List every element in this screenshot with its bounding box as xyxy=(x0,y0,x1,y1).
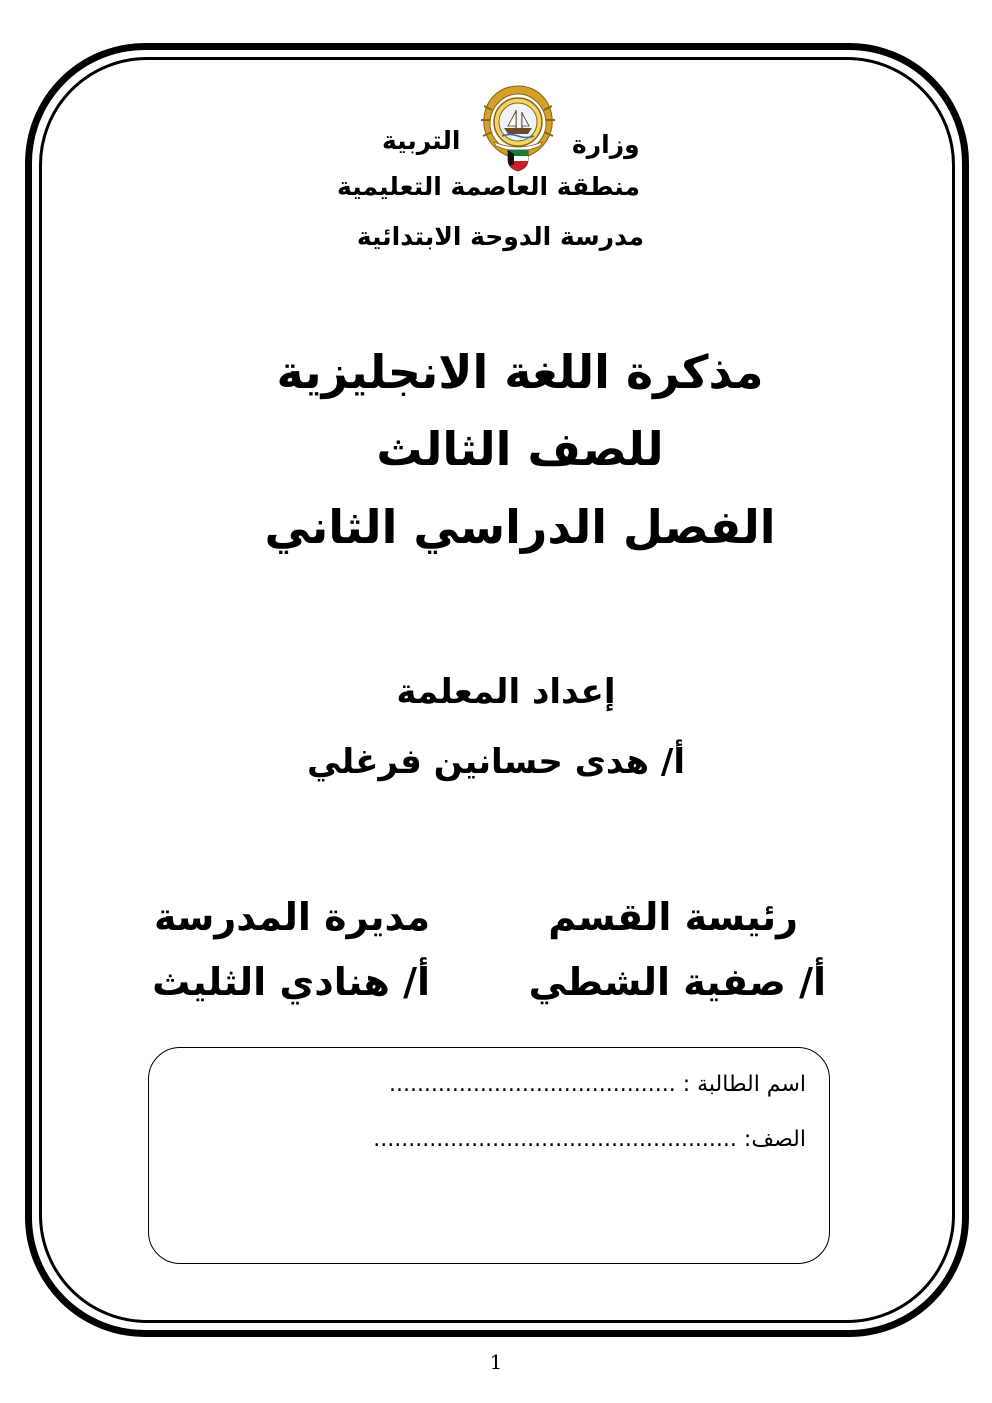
teacher-name: أ/ هدى حسانين فرغلي xyxy=(307,742,685,782)
head-of-department-title: رئيسة القسم xyxy=(548,895,798,939)
head-of-department-name: أ/ صفية الشطي xyxy=(528,960,826,1004)
student-name-dots: ......................................... xyxy=(388,1072,676,1097)
principal-title: مديرة المدرسة xyxy=(153,895,430,939)
district-name: منطقة العاصمة التعليمية xyxy=(337,172,640,201)
principal-name: أ/ هنادي الثليث xyxy=(152,960,430,1004)
student-name-label: اسم الطالبة : xyxy=(682,1072,806,1097)
kuwait-emblem-icon xyxy=(478,80,558,172)
student-class-label: الصف: xyxy=(743,1127,806,1152)
ministry-word-1: وزارة xyxy=(572,130,640,159)
student-name-field[interactable] xyxy=(389,1072,806,1097)
title-line-3: الفصل الدراسي الثاني xyxy=(264,500,776,554)
ministry-word-2: التربية xyxy=(382,126,461,155)
title-line-2: للصف الثالث xyxy=(376,422,664,476)
school-name: مدرسة الدوحة الابتدائية xyxy=(356,222,644,251)
student-class-dots: .................................................... xyxy=(373,1127,737,1152)
title-line-1: مذكرة اللغة الانجليزية xyxy=(276,345,764,399)
prepared-by-label: إعداد المعلمة xyxy=(396,672,616,712)
page-number: 1 xyxy=(489,1350,503,1374)
student-class-field[interactable] xyxy=(373,1127,806,1152)
